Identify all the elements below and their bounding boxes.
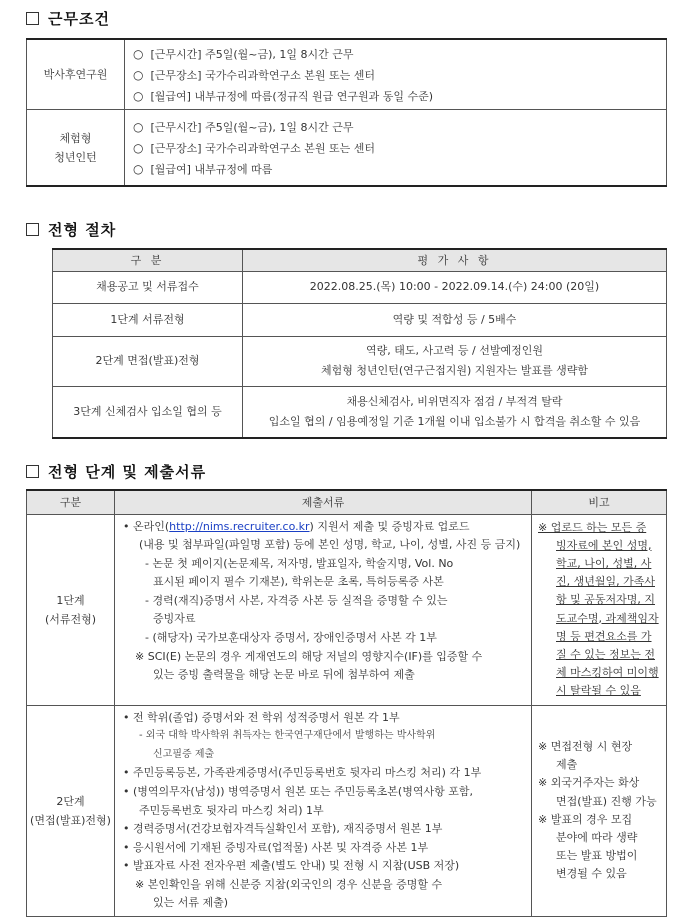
selection-process-table <box>52 248 667 439</box>
list-item: ○ [근무장소] 국가수리과학연구소 본원 또는 센터 <box>133 67 375 82</box>
row-label-stage1: 1단계 (서류전형) <box>27 514 115 705</box>
stage2-documents: • 전 학위(졸업) 증명서와 전 학위 성적증명서 원본 각 1부 - 외국 대학 박사학위 취득자는 한국연구재단에서 발행하는 박사학위 신고필증 제출 • 주민등록등본, 가족관계증명서(주민등록번호 뒷자리 마스킹 처리) 각 1부 • (병역의무자(남성)) 병역증명서 원본 또는 주민등록초본(병역사항 포함, 주민등록번호 뒷자리 마스킹 처리) 1부 • 경력증명서(건강보험자격득실확인서 포함), 재직증명서 원본 1부 • 응시원서에 기재된 증빙자료(업적물) 사본 및 자격증 사본 1부 • 발표자료 사전 전자우편 제출(별도 안내) 및 전형 시 지참(USB 저장) ※ 본인확인을 위해 신분증 지참(외국인의 경우 신분을 증명할 수 있는 서류 제출) <box>115 705 532 917</box>
column-header: 비고 <box>532 490 667 514</box>
table-row: 2단계 면접(발표)전형 역량, 태도, 사고력 등 / 선발예정인원 체험형 청년인턴(연구근접지원) 지원자는 발표를 생략함 <box>53 336 667 386</box>
list-item: ○ [근무시간] 주5일(월~금), 1일 8시간 근무 <box>133 46 354 61</box>
table-row <box>27 110 667 187</box>
row-label-stage2: 2단계 (면접(발표)전형) <box>27 705 115 917</box>
work-conditions-table <box>26 38 667 187</box>
stage1-note: ※ 업로드 하는 모든 증 빙자료에 본인 성명, 학교, 나이, 성별, 사 진, 생년월일, 가족사 항 및 공동저자명, 지 도교수명, 과제책임자 명 등 편견요소를 가 질 수 있는 정보는 전 체 마스킹하여 미이행 시 탈락될 수 있음 <box>532 514 667 705</box>
table-row <box>27 39 667 110</box>
list-item: ○ [근무장소] 국가수리과학연구소 본원 또는 센터 <box>133 140 375 155</box>
table-header-row <box>53 249 667 271</box>
row-label-intern: 체험형 청년인턴 <box>27 110 125 187</box>
column-header: 구 분 <box>53 249 243 271</box>
stage2-note: ※ 면접전형 시 현장 제출 ※ 외국거주자는 화상 면접(발표) 진행 가능 ※ 발표의 경우 모집 분야에 따라 생략 또는 발표 방법이 변경될 수 있음 <box>532 705 667 917</box>
circle-bullet-icon: ○ <box>133 140 144 155</box>
circle-bullet-icon: ○ <box>133 88 144 103</box>
column-header: 구분 <box>27 490 115 514</box>
section-heading-documents: 전형 단계 및 제출서류 <box>26 460 206 482</box>
stage1-documents: • 온라인(http://nims.recruiter.co.kr) 지원서 제출 및 증빙자료 업로드 (내용 및 첨부파일(파일명 포함) 등에 본인 성명, 학교, 나이, 성별, 사진 등 금지) - 논문 첫 페이지(논문제목, 저자명, 발표일자, 학술지명, Vol. No 표시된 페이지 필수 기재본), 학위논문 초록, 특허등록증 사본 - 경력(재직)증명서 사본, 자격증 사본 등 실적을 증명할 수 있는 증빙자료 - (해당자) 국가보훈대상자 증명서, 장애인증명서 사본 각 1부 ※ SCI(E) 논문의 경우 게재연도의 해당 저널의 영향지수(IF)를 입증할 수 있는 증빙 출력물을 해당 논문 바로 뒤에 첨부하여 제출 <box>115 514 532 705</box>
circle-bullet-icon: ○ <box>133 46 144 61</box>
circle-bullet-icon: ○ <box>133 67 144 82</box>
recruiter-link[interactable]: http://nims.recruiter.co.kr <box>169 519 310 533</box>
row-label-postdoc: 박사후연구원 <box>27 39 125 110</box>
column-header: 평 가 사 항 <box>243 249 667 271</box>
list-item: ○ [근무시간] 주5일(월~금), 1일 8시간 근무 <box>133 119 354 134</box>
table-row <box>27 705 667 917</box>
checkbox-square-icon <box>26 223 39 236</box>
checkbox-square-icon <box>26 12 39 25</box>
table-row: 채용공고 및 서류접수 2022.08.25.(목) 10:00 - 2022.09.14.(수) 24:00 (20일) <box>53 271 667 303</box>
column-header: 제출서류 <box>115 490 532 514</box>
circle-bullet-icon: ○ <box>133 119 144 134</box>
table-row: 1단계 서류전형 역량 및 적합성 등 / 5배수 <box>53 303 667 336</box>
documents-table <box>26 489 667 917</box>
section-heading-work-conditions: 근무조건 <box>26 7 110 29</box>
table-row <box>27 514 667 705</box>
checkbox-square-icon <box>26 465 39 478</box>
table-row: 3단계 신체검사 입소일 협의 등 채용신체검사, 비위면직자 점검 / 부적격 탈락 입소일 협의 / 임용예정일 기준 1개월 이내 입소불가 시 합격을 취소할 수 있음 <box>53 386 667 438</box>
list-item: ○ [월급여] 내부규정에 따름(정규직 원급 연구원과 동일 수준) <box>133 88 434 103</box>
table-header-row <box>27 490 667 514</box>
list-item: ○ [월급여] 내부규정에 따름 <box>133 161 273 176</box>
section-heading-selection-process: 전형 절차 <box>26 218 116 240</box>
circle-bullet-icon: ○ <box>133 161 144 176</box>
